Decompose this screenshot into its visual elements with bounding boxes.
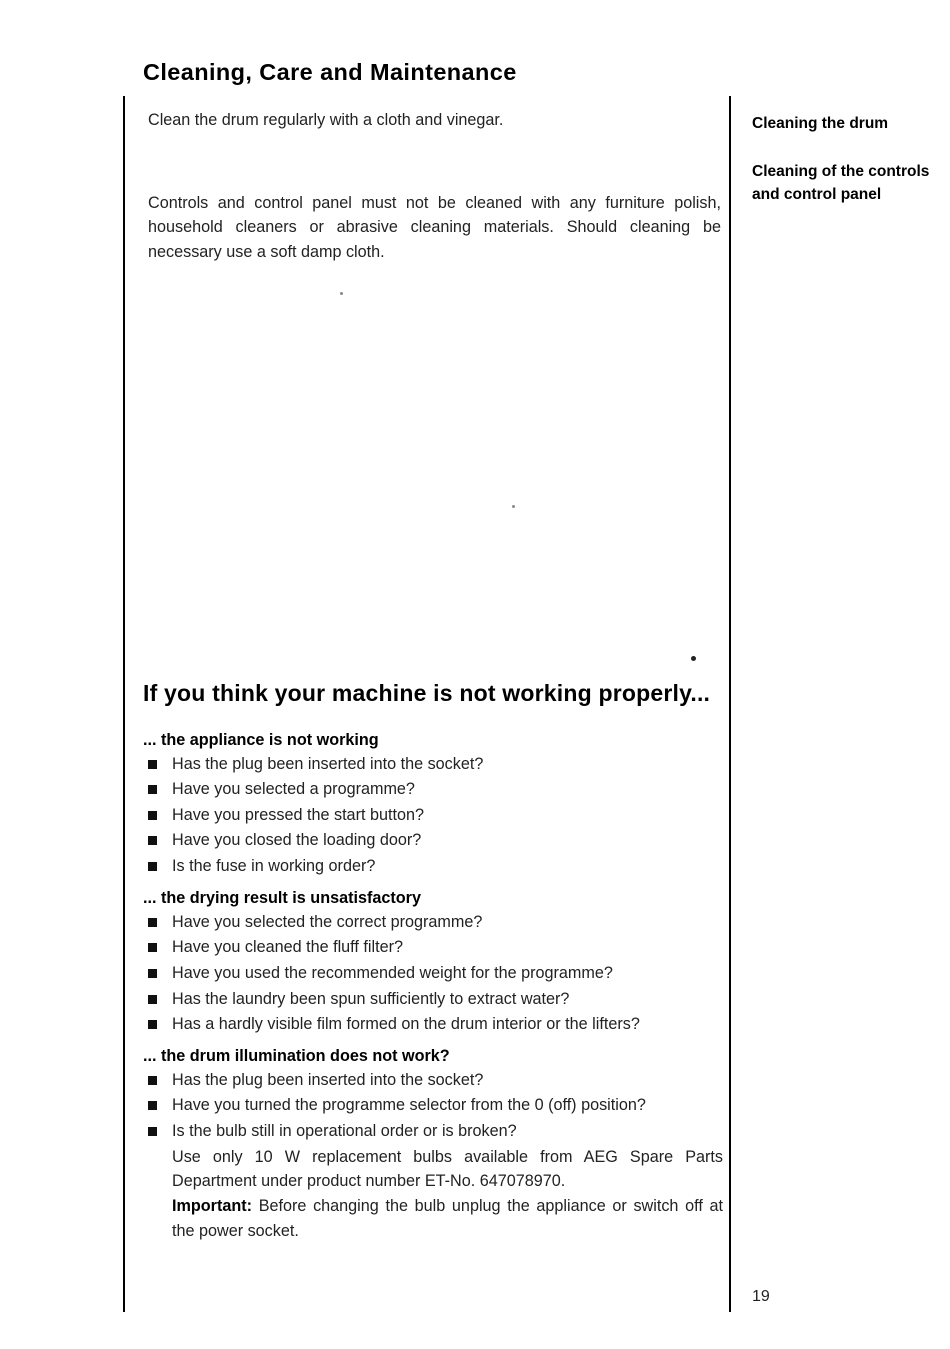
list-item [143,961,723,986]
body-column [148,108,721,265]
list-item [143,935,723,960]
margin-note-cleaning-drum: Cleaning the drum [752,115,889,132]
list-item-text: Is the fuse in working order? [172,857,376,876]
list-item [143,828,723,853]
list-item-text: Is the bulb still in operational order or is broken? [172,1122,517,1141]
important-label: Important: [172,1196,253,1215]
square-bullet-icon [148,862,157,871]
important-note [143,1194,723,1243]
list-item [143,854,723,879]
list-item [143,1093,723,1118]
margin-note-cleaning-controls: Cleaning of the controls and control panel [752,162,930,203]
right-vertical-rule [729,96,731,1312]
square-bullet-icon [148,969,157,978]
checklist-drum-illumination [143,1068,723,1144]
subheading-appliance-not-working: ... the appliance is not working [143,730,379,749]
scan-artifact-dot [512,505,515,508]
list-item [143,1012,723,1037]
list-item [143,987,723,1012]
list-item-text: Has the plug been inserted into the socket? [172,754,484,773]
list-item [143,910,723,935]
square-bullet-icon [148,785,157,794]
square-bullet-icon [148,1076,157,1085]
square-bullet-icon [148,811,157,820]
list-item-text: Has a hardly visible film formed on the drum interior or the lifters? [172,1015,640,1034]
list-item-text: Has the plug been inserted into the socket? [172,1070,484,1089]
square-bullet-icon [148,995,157,1004]
list-item [143,777,723,802]
list-item-text: Have you selected a programme? [172,780,415,799]
bulb-replacement-text: Use only 10 W replacement bulbs available from AEG Spare Parts Department under product number ET-No. 647078970. [172,1147,723,1191]
paragraph-drum-cleaning: Clean the drum regularly with a cloth and vinegar. [148,111,504,129]
subheading-drum-illumination: ... the drum illumination does not work? [143,1046,450,1065]
square-bullet-icon [148,1127,157,1136]
subheading-drying-result: ... the drying result is unsatisfactory [143,888,421,907]
page-number: 19 [752,1288,770,1305]
list-item [143,803,723,828]
square-bullet-icon [148,760,157,769]
square-bullet-icon [148,1101,157,1110]
square-bullet-icon [148,1020,157,1029]
bulb-replacement-note [143,1145,723,1194]
troubleshooting-title: If you think your machine is not working properly... [143,680,711,706]
list-item-text: Have you selected the correct programme? [172,912,483,931]
list-item-text: Have you closed the loading door? [172,831,422,850]
checklist-drying-result [143,910,723,1037]
square-bullet-icon [148,943,157,952]
list-item-text: Have you pressed the start button? [172,805,424,824]
list-item [143,1119,723,1144]
troubleshooting-section [143,678,723,1243]
list-item-text: Has the laundry been spun sufficiently to extract water? [172,989,570,1008]
list-item [143,1068,723,1093]
left-vertical-rule [123,96,125,1312]
list-item-text: Have you turned the programme selector from the 0 (off) position? [172,1096,646,1115]
important-text: Before changing the bulb unplug the appliance or switch off at the power socket. [172,1196,723,1240]
paragraph-controls-cleaning: Controls and control panel must not be cleaned with any furniture polish, household cleaners or abrasive cleaning materials. Should cleaning be necessary use a soft damp cloth. [148,193,721,261]
page-title: Cleaning, Care and Maintenance [143,58,517,85]
scan-artifact-dot [691,656,696,661]
checklist-appliance-not-working [143,752,723,879]
margin-notes [752,113,932,206]
square-bullet-icon [148,836,157,845]
list-item-text: Have you cleaned the fluff filter? [172,938,403,957]
list-item [143,752,723,777]
scan-artifact-dot [340,292,343,295]
square-bullet-icon [148,918,157,927]
list-item-text: Have you used the recommended weight for the programme? [172,963,613,982]
